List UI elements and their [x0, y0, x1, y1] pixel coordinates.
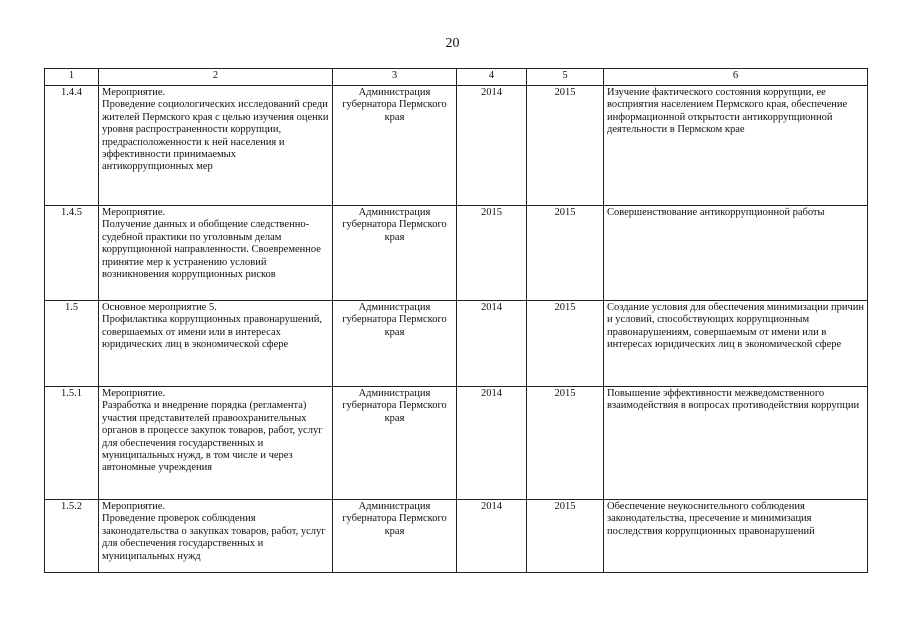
row-number: 1.4.4	[45, 86, 99, 206]
activity-name	[99, 500, 333, 573]
end-year: 2015	[527, 387, 604, 500]
row-number: 1.5.2	[45, 500, 99, 573]
expected-result: Обеспечение неукоснительного соблюдения законодательства, пресечение и минимизация последствия коррупционных правонарушений	[604, 500, 868, 573]
executor: Администрация губернатора Пермского края	[333, 86, 457, 206]
end-year: 2015	[527, 86, 604, 206]
activity-name	[99, 301, 333, 387]
expected-result: Создание условия для обеспечения минимизации причин и условий, способствующих коррупционным правонарушениям, совершаемым от имени или в интересах юридических лиц в экономической сфере	[604, 301, 868, 387]
start-year: 2014	[457, 301, 527, 387]
start-year: 2014	[457, 500, 527, 573]
expected-result: Повышение эффективности межведомственного взаимодействия в вопросах противодействия коррупции	[604, 387, 868, 500]
column-header-end: 5	[527, 69, 604, 86]
page-number: 20	[445, 36, 460, 51]
expected-result: Совершенствование антикоррупционной работы	[604, 206, 868, 301]
table-row	[45, 86, 868, 206]
activity-kind: Мероприятие.	[102, 207, 166, 218]
table-row	[45, 387, 868, 500]
start-year: 2014	[457, 387, 527, 500]
activity-description: Получение данных и обобщение следственно-судебной практики по уголовным делам коррупционной направленности. Своевременное принятие мер к устранению условий возникновения коррупционных рисков	[102, 219, 321, 281]
column-header-number: 1	[45, 69, 99, 86]
expected-result: Изучение фактического состояния коррупции, ее восприятия населением Пермского края, обеспечение информационной открытости антикоррупционной деятельности в Пермском крае	[604, 86, 868, 206]
activities-table	[44, 68, 868, 573]
column-header-start: 4	[457, 69, 527, 86]
activity-description: Проведение проверок соблюдения законодательства о закупках товаров, работ, услуг для обеспечения государственных и муниципальных нужд	[102, 513, 326, 562]
activity-kind: Мероприятие.	[102, 501, 166, 512]
activity-name	[99, 206, 333, 301]
column-header-name: 2	[99, 69, 333, 86]
activity-name	[99, 387, 333, 500]
executor: Администрация губернатора Пермского края	[333, 206, 457, 301]
row-number: 1.4.5	[45, 206, 99, 301]
start-year: 2014	[457, 86, 527, 206]
table-row	[45, 500, 868, 573]
executor: Администрация губернатора Пермского края	[333, 500, 457, 573]
activity-kind: Мероприятие.	[102, 388, 166, 399]
activity-name	[99, 86, 333, 206]
end-year: 2015	[527, 301, 604, 387]
table-row	[45, 206, 868, 301]
table-row	[45, 301, 868, 387]
activity-description: Профилактика коррупционных правонарушений, совершаемых от имени или в интересах юридических лиц в экономической сфере	[102, 314, 323, 351]
row-number: 1.5	[45, 301, 99, 387]
end-year: 2015	[527, 500, 604, 573]
executor: Администрация губернатора Пермского края	[333, 301, 457, 387]
activity-description: Проведение социологических исследований среди жителей Пермского края с целью изучения оценки уровня распространенности коррупции, предрасположенности к ней населения и эффективности принимаемых антикоррупционных мер	[102, 99, 329, 173]
row-number: 1.5.1	[45, 387, 99, 500]
end-year: 2015	[527, 206, 604, 301]
column-header-executor: 3	[333, 69, 457, 86]
activity-kind: Мероприятие.	[102, 87, 166, 98]
executor: Администрация губернатора Пермского края	[333, 387, 457, 500]
column-header-result: 6	[604, 69, 868, 86]
table-header-row	[45, 69, 868, 86]
start-year: 2015	[457, 206, 527, 301]
activity-description: Разработка и внедрение порядка (регламента) участия представителей правоохранительных органов в процессе закупок товаров, работ, услуг для обеспечения государственных и муниципальных нужд, в том числе и через автономные учреждения	[102, 400, 323, 474]
activity-kind: Основное мероприятие 5.	[102, 302, 217, 313]
